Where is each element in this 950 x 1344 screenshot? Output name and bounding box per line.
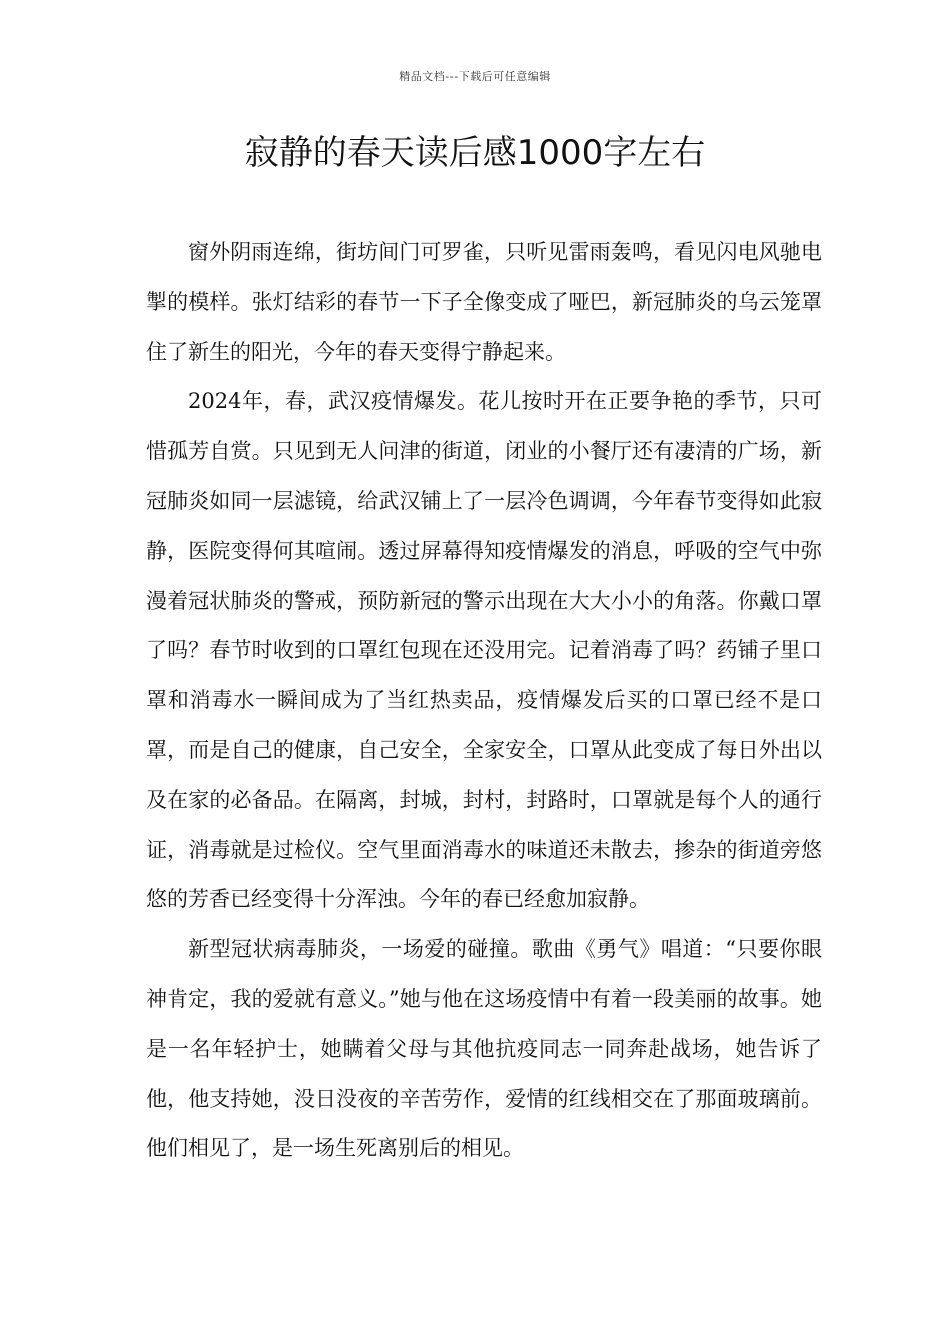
document-title: 寂静的春天读后感1000字左右: [244, 133, 706, 173]
header-note: 精品文档---下载后可任意编辑: [399, 70, 551, 83]
paragraph: 新型冠状病毒肺炎，一场爱的碰撞。歌曲《勇气》唱道：“只要你眼神肯定，我的爱就有意义。”她与他在这场疫情中有着一段美丽的故事。她是一名年轻护士，她瞒着父母与其他抗疫同志一同奔赴战场，她告诉了他，他支持她，没日没夜的辛苦劳作，爱情的红线相交在了那面玻璃前。他们相见了，是一场生死离别后的相见。: [146, 937, 822, 1161]
paragraph: 窗外阴雨连绵，街坊间门可罗雀，只听见雷雨轰鸣，看见闪电风驰电掣的模样。张灯结彩的春节一下子全像变成了哑巴，新冠肺炎的乌云笼罩住了新生的阳光，今年的春天变得宁静起来。: [146, 240, 822, 364]
document-body: [146, 228, 822, 1174]
paragraph: 2024年，春，武汉疫情爆发。花儿按时开在正要争艳的季节，只可惜孤芳自赏。只见到无人问津的街道，闭业的小餐厅还有凄清的广场，新冠肺炎如同一层滤镜，给武汉铺上了一层冷色调调，今年春节变得如此寂静，医院变得何其喧闹。透过屏幕得知疫情爆发的消息，呼吸的空气中弥漫着冠状肺炎的警戒，预防新冠的警示出现在大大小小的角落。你戴口罩了吗？春节时收到的口罩红包现在还没用完。记着消毒了吗？药铺子里口罩和消毒水一瞬间成为了当红热卖品，疫情爆发后买的口罩已经不是口罩，而是自己的健康，自己安全，全家安全，口罩从此变成了每日外出以及在家的必备品。在隔离，封城，封村，封路时，口罩就是每个人的通行证，消毒就是过检仪。空气里面消毒水的味道还未散去，掺杂的街道旁悠悠的芳香已经变得十分浑浊。今年的春已经愈加寂静。: [146, 389, 822, 912]
